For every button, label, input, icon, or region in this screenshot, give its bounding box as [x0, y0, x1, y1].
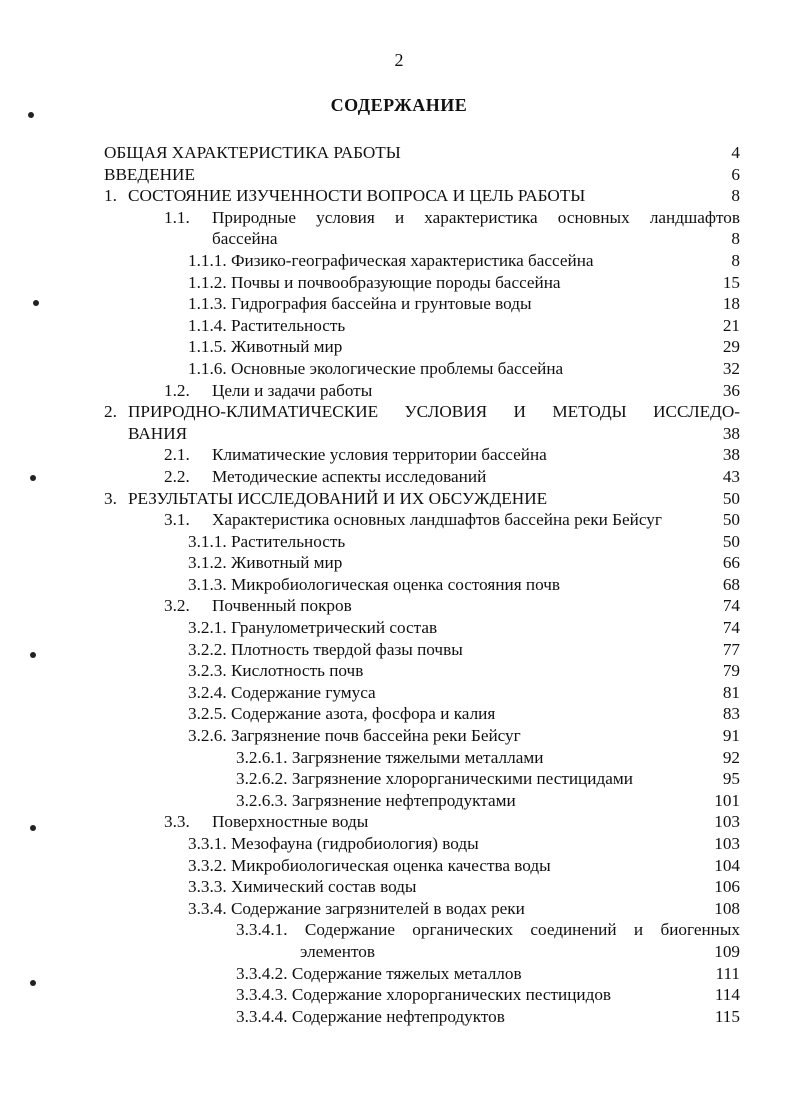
toc-entry-page: 91 [722, 726, 740, 746]
toc-entry-continuation [104, 423, 740, 445]
toc-entry-title: Цели и задачи работы [212, 380, 373, 400]
toc-entry[interactable] [104, 315, 740, 337]
toc-entry-title: ОБЩАЯ ХАРАКТЕРИСТИКА РАБОТЫ [104, 143, 401, 162]
toc-entry-title: 3.3.4.4. Содержание нефтепродуктов [236, 1006, 505, 1026]
toc-entry-title: 3.3.2. Микробиологическая оценка качества воды [188, 855, 551, 875]
toc-entry-title: 3.2.3. Кислотность почв [188, 661, 364, 681]
toc-entry-title: 3.3.1. Мезофауна (гидробиология) воды [188, 834, 479, 853]
toc-entry-page: 74 [722, 596, 740, 616]
table-of-contents [104, 142, 740, 1027]
toc-entry-page: 101 [714, 790, 740, 810]
toc-entry[interactable] [104, 617, 740, 639]
toc-entry-title: 3.2.6. Загрязнение почв бассейна реки Бейсуг [188, 726, 521, 746]
toc-entry-title: Характеристика основных ландшафтов бассейна реки Бейсуг [212, 510, 662, 530]
toc-entry[interactable] [104, 790, 740, 812]
toc-entry[interactable] [104, 984, 740, 1006]
toc-entry-page: 29 [722, 337, 740, 357]
toc-entry[interactable] [104, 855, 740, 877]
toc-entry-page: 103 [714, 812, 740, 832]
toc-entry-title: Методические аспекты исследований [212, 466, 487, 486]
toc-entry-title: 3.3.4. Содержание загрязнителей в водах реки [188, 898, 525, 918]
toc-entry-page: 111 [715, 963, 740, 983]
toc-entry[interactable] [104, 833, 740, 855]
toc-entry-page: 36 [722, 380, 740, 400]
toc-entry-title: 3.2.1. Гранулометрический состав [188, 618, 438, 638]
toc-entry[interactable] [104, 919, 740, 941]
toc-entry-page: 77 [722, 639, 740, 659]
toc-entry-page: 83 [722, 704, 740, 724]
toc-entry-title: Поверхностные воды [212, 812, 369, 832]
toc-entry[interactable] [104, 250, 740, 272]
toc-entry-title: 3.2.6.2. Загрязнение хлорорганическими пестицидами [236, 769, 633, 789]
toc-entry-title: 3.3.4.2. Содержание тяжелых металлов [236, 963, 522, 983]
toc-entry-title: 3.2.4. Содержание гумуса [188, 682, 376, 702]
toc-entry-page: 21 [722, 315, 740, 335]
toc-entry[interactable] [104, 682, 740, 704]
toc-entry[interactable] [104, 358, 740, 380]
toc-entry[interactable] [104, 207, 740, 229]
margin-mark [30, 825, 36, 831]
toc-entry-title: 1.1.1. Физико-географическая характеристика бассейна [188, 250, 594, 270]
toc-entry[interactable] [104, 574, 740, 596]
toc-entry-title: 3.1.1. Растительность [188, 531, 346, 551]
margin-mark [30, 652, 36, 658]
toc-entry-page: 43 [722, 466, 740, 486]
toc-entry-page: 50 [722, 488, 740, 508]
toc-entry-title: 1.1.5. Животный мир [188, 337, 343, 357]
toc-entry-title: 1.1.6. Основные экологические проблемы бассейна [188, 358, 564, 378]
toc-entry-title: 3.3.4.3. Содержание хлорорганических пестицидов [236, 985, 612, 1005]
toc-entry-title-cont: элементов [300, 941, 375, 961]
toc-entry[interactable] [104, 272, 740, 294]
toc-entry-page: 115 [714, 1006, 740, 1026]
toc-entry-title-cont: ВАНИЯ [128, 423, 188, 443]
toc-entry[interactable] [104, 811, 740, 833]
toc-entry-page: 74 [722, 618, 740, 638]
toc-entry-page: 103 [714, 834, 740, 853]
toc-entry-title: 3.3.3. Химический состав воды [188, 877, 417, 897]
toc-entry[interactable] [104, 401, 740, 423]
toc-entry-title: Почвенный покров [212, 596, 352, 616]
toc-entry-title: 3.3.4.1. Содержание органических соединений и биогенных [236, 920, 740, 940]
toc-entry-page: 50 [722, 510, 740, 530]
toc-entry-page: 8 [731, 250, 740, 270]
toc-entry[interactable] [104, 725, 740, 747]
toc-entry-title: СОСТОЯНИЕ ИЗУЧЕННОСТИ ВОПРОСА И ЦЕЛЬ РАБОТЫ [128, 186, 586, 206]
toc-entry[interactable] [104, 380, 740, 402]
toc-entry-title: 3.2.2. Плотность твердой фазы почвы [188, 639, 463, 659]
toc-entry-page: 104 [714, 855, 740, 875]
toc-entry-page: 109 [714, 941, 740, 961]
toc-entry[interactable] [104, 509, 740, 531]
toc-entry-page: 108 [714, 898, 740, 918]
toc-entry[interactable] [104, 164, 740, 186]
toc-entry-number: 3.1. [164, 510, 190, 530]
toc-entry-title: РЕЗУЛЬТАТЫ ИССЛЕДОВАНИЙ И ИХ ОБСУЖДЕНИЕ [128, 488, 548, 508]
toc-entry[interactable] [104, 639, 740, 661]
toc-entry-page: 50 [722, 531, 740, 551]
toc-entry-page: 38 [722, 445, 740, 465]
margin-mark [30, 475, 36, 481]
toc-entry-number: 1.1. [164, 207, 190, 227]
toc-entry-page: 8 [731, 229, 740, 249]
toc-entry-title: 3.2.5. Содержание азота, фосфора и калия [188, 704, 496, 724]
toc-entry[interactable] [104, 488, 740, 510]
toc-entry-number: 3.3. [164, 812, 190, 832]
toc-entry-title: 1.1.4. Растительность [188, 315, 346, 335]
toc-entry-title: ВВЕДЕНИЕ [104, 164, 195, 184]
toc-entry[interactable] [104, 185, 740, 207]
toc-entry-page: 79 [722, 661, 740, 681]
toc-entry-number: 3.2. [164, 596, 190, 616]
margin-mark [28, 112, 34, 118]
toc-entry-page: 4 [731, 143, 740, 162]
toc-entry-title: 3.1.3. Микробиологическая оценка состояния почв [188, 574, 561, 594]
toc-entry-page: 8 [731, 186, 740, 206]
toc-entry[interactable] [104, 336, 740, 358]
toc-entry-title: 3.2.6.3. Загрязнение нефтепродуктами [236, 790, 516, 810]
toc-entry-page: 106 [714, 877, 740, 897]
toc-entry-page: 32 [722, 358, 740, 378]
page-title: СОДЕРЖАНИЕ [330, 95, 468, 115]
toc-entry-number: 2. [104, 402, 117, 422]
toc-entry-number: 1. [104, 186, 117, 206]
page-number: 2 [394, 50, 404, 70]
toc-entry[interactable] [104, 876, 740, 898]
toc-entry-page: 18 [722, 294, 740, 314]
margin-mark [33, 300, 39, 306]
toc-entry-title: Природные условия и характеристика основных ландшафтов [212, 207, 740, 227]
toc-entry[interactable] [104, 466, 740, 488]
toc-entry-title-cont: бассейна [212, 229, 278, 249]
toc-entry-page: 114 [714, 985, 740, 1005]
toc-entry[interactable] [104, 531, 740, 553]
toc-entry-number: 2.2. [164, 466, 190, 486]
toc-entry-number: 1.2. [164, 380, 190, 400]
toc-entry-title: 3.2.6.1. Загрязнение тяжелыми металлами [236, 747, 544, 767]
toc-entry-page: 95 [722, 769, 740, 789]
toc-entry-page: 68 [722, 574, 740, 594]
toc-entry-number: 3. [104, 488, 117, 508]
toc-entry-page: 15 [722, 272, 740, 292]
toc-entry[interactable] [104, 1006, 740, 1028]
toc-entry[interactable] [104, 142, 740, 164]
toc-entry-page: 92 [722, 747, 740, 767]
toc-entry-continuation [104, 228, 740, 250]
toc-entry-page: 38 [722, 423, 740, 443]
toc-entry-continuation [104, 941, 740, 963]
toc-entry[interactable] [104, 898, 740, 920]
margin-mark [30, 980, 36, 986]
toc-entry-title: ПРИРОДНО-КЛИМАТИЧЕСКИЕ УСЛОВИЯ И МЕТОДЫ ИССЛЕДО- [128, 402, 740, 422]
toc-entry-title: 1.1.3. Гидрография бассейна и грунтовые воды [188, 294, 532, 314]
toc-entry-number: 2.1. [164, 445, 190, 465]
toc-entry[interactable] [104, 595, 740, 617]
toc-entry[interactable] [104, 768, 740, 790]
toc-entry[interactable] [104, 963, 740, 985]
toc-entry-page: 81 [722, 682, 740, 702]
toc-entry-title: 1.1.2. Почвы и почвообразующие породы бассейна [188, 272, 561, 292]
toc-entry[interactable] [104, 444, 740, 466]
toc-entry[interactable] [104, 552, 740, 574]
toc-entry-page: 6 [731, 164, 740, 184]
toc-entry[interactable] [104, 747, 740, 769]
toc-entry-title: 3.1.2. Животный мир [188, 553, 343, 573]
toc-entry[interactable] [104, 293, 740, 315]
toc-entry-page: 66 [722, 553, 740, 573]
toc-entry-title: Климатические условия территории бассейна [212, 445, 547, 465]
toc-entry[interactable] [104, 703, 740, 725]
toc-entry[interactable] [104, 660, 740, 682]
